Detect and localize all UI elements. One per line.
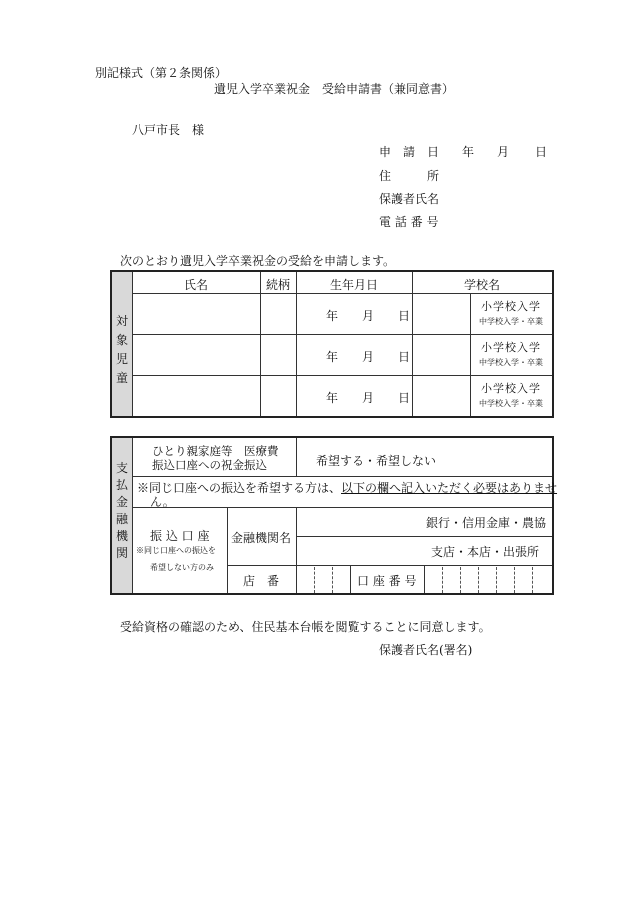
intro-text: 次のとおり遺児入学卒業祝金の受給を申請します。 [120,254,396,268]
payment-side-label: 支 払 金 融 機 関 [115,461,128,560]
school-option-sub: 中学校入学・卒業 [479,317,543,326]
school-option-main: 小学校入学 [481,300,541,313]
date-day-unit: 日 [535,145,548,159]
birth-month-unit: 月 [362,309,375,323]
birth-year-unit: 年 [326,391,339,405]
account-number-label: 口 座 番 号 [357,574,417,588]
school-option-sub: 中学校入学・卒業 [479,399,543,408]
single-parent-line1: ひとり親家庭等 医療費 [152,444,279,458]
children-side-label: 対 象 児 童 [115,314,128,385]
application-date-label: 申 請 日 [379,145,440,159]
school-option-sub: 中学校入学・卒業 [479,358,543,367]
branch-type-options: 支店・本店・出張所 [431,545,540,559]
header-relation: 続柄 [265,278,290,292]
header-school: 学校名 [463,278,500,292]
bank-type-options: 銀行・信用金庫・農協 [426,516,547,530]
transfer-note-line2: 希望しない方のみ [150,563,214,572]
guardian-signature-label: 保護者氏名(署名) [379,643,473,657]
form-reference: 別記様式（第２条関係） [95,66,228,80]
addressee: 八戸市長 様 [132,123,205,137]
transfer-note-line1: ※同じ口座への振込を [136,546,216,555]
birth-day-unit: 日 [398,350,411,364]
guardian-name-label: 保護者氏名 [379,192,440,206]
birth-year-unit: 年 [326,350,339,364]
header-birthdate: 生年月日 [329,278,378,292]
birth-year-unit: 年 [326,309,339,323]
birth-month-unit: 月 [362,350,375,364]
phone-number-label: 電 話 番 号 [379,215,439,229]
birth-day-unit: 日 [398,309,411,323]
date-year-unit: 年 [462,145,475,159]
birth-month-unit: 月 [362,391,375,405]
school-option-main: 小学校入学 [481,382,541,395]
form-title: 遺児入学卒業祝金 受給申請書（兼同意書） [214,82,455,96]
bank-name-label: 金融機関名 [231,531,292,545]
transfer-account-label: 振 込 口 座 [150,529,210,543]
single-parent-line2: 振込口座への祝金振込 [152,458,267,472]
header-name: 氏名 [183,278,208,292]
school-option-main: 小学校入学 [481,341,541,354]
same-account-note-continued: ん。 [150,495,175,509]
branch-number-label: 店 番 [243,574,280,588]
address-label: 住 所 [379,169,440,183]
same-account-note: ※同じ口座への振込を希望する方は、以下の欄へ記入いただく必要はありませ [137,481,558,495]
birth-day-unit: 日 [398,391,411,405]
transfer-preference-choice[interactable]: 希望する・希望しない [316,454,437,468]
consent-text: 受給資格の確認のため、住民基本台帳を閲覧することに同意します。 [120,620,491,634]
date-month-unit: 月 [497,145,510,159]
